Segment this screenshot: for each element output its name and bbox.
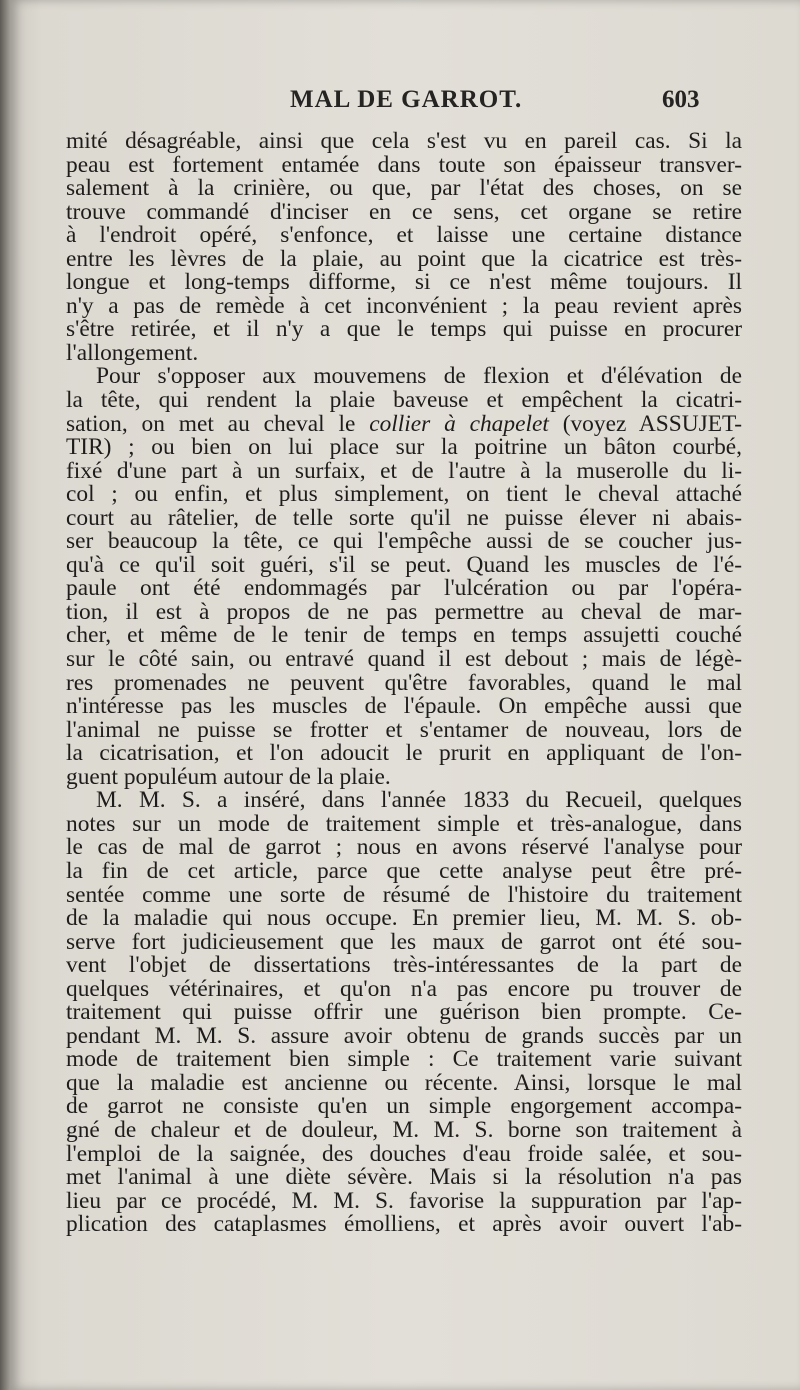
page-header [10, 86, 800, 126]
text-line: l'animal ne puisse se frotter et s'entamer de nouveau, lors de [66, 716, 742, 743]
text-line: de la maladie qui nous occupe. En premier lieu, M. M. S. ob- [66, 905, 742, 932]
body-text [66, 130, 742, 1237]
text-line: sur le côté sain, ou entravé quand il est debout ; mais de légè- [66, 646, 742, 673]
text-line: fixé d'une part à un surfaix, et de l'autre à la muserolle du li- [66, 457, 742, 484]
text-line: mode de traitement bien simple : Ce traitement varie suivant [66, 1046, 742, 1073]
cross-reference: (voyez ASSUJET- [562, 410, 742, 437]
text-line: n'intéresse pas les muscles de l'épaule. On empêche aussi que [66, 693, 742, 720]
text-line-with-italic [66, 410, 742, 437]
text-line: l'allongement. [66, 339, 199, 366]
text-line: s'être retirée, et il n'y a que le temps qui puisse en procurer [66, 316, 742, 343]
text-line: guent populéum autour de la plaie. [66, 763, 391, 790]
text-line: la cicatrisation, et l'on adoucit le prurit en appliquant de l'on- [66, 740, 742, 767]
text-line: paule ont été endommagés par l'ulcération ou par l'opéra- [66, 575, 742, 602]
text-line: gné de chaleur et de douleur, M. M. S. borne son traitement à [66, 1116, 742, 1143]
text-line: traitement qui puisse offrir une guérison bien prompte. Ce- [66, 999, 742, 1026]
text-line: plication des cataplasmes émolliens, et après avoir ouvert l'ab- [66, 1211, 742, 1238]
text-line: serve fort judicieusement que les maux de garrot ont été sou- [66, 928, 742, 955]
text-line: n'y a pas de remède à cet inconvénient ; la peau revient après [66, 292, 742, 319]
text-line: la fin de cet article, parce que cette analyse peut être pré- [66, 857, 742, 884]
text-line: qu'à ce qu'il soit guéri, s'il se peut. Quand les muscles de l'é- [66, 551, 742, 578]
text-line: notes sur un mode de traitement simple et très-analogue, dans [66, 810, 742, 837]
text-line: Pour s'opposer aux mouvemens de flexion et d'élévation de [96, 363, 742, 390]
text-line: lieu par ce procédé, M. M. S. favorise la suppuration par l'ap- [66, 1187, 742, 1214]
text-line: tion, il est à propos de ne pas permettre au cheval de mar- [66, 598, 742, 625]
text-line: de garrot ne consiste qu'en un simple engorgement accompa- [66, 1093, 742, 1120]
text-line: sentée comme une sorte de résumé de l'histoire du traitement [66, 881, 742, 908]
text-line: col ; ou enfin, et plus simplement, on tient le cheval attaché [66, 481, 742, 508]
text-line: à l'endroit opéré, s'enfonce, et laisse une certaine distance [66, 222, 742, 249]
text-line: longue et long-temps difforme, si ce n'est même toujours. Il [66, 269, 742, 296]
text-line: la tête, qui rendent la plaie baveuse et empêchent la cicatri- [66, 387, 742, 414]
text-line: que la maladie est ancienne ou récente. Ainsi, lorsque le mal [66, 1069, 742, 1096]
text-line: le cas de mal de garrot ; nous en avons réservé l'analyse pour [66, 834, 742, 861]
text-line: cher, et même de le tenir de temps en temps assujetti couché [66, 622, 742, 649]
text-line: entre les lèvres de la plaie, au point que la cicatrice est très- [66, 245, 742, 272]
page-number: 603 [662, 86, 700, 113]
text-line: pendant M. M. S. assure avoir obtenu de grands succès par un [66, 1022, 742, 1049]
running-title: MAL DE GARROT. [290, 86, 523, 113]
text-line: M. M. S. a inséré, dans l'année 1833 du Recueil, quelques [96, 787, 742, 814]
italic-term: collier à chapelet [369, 410, 549, 437]
text-line: l'emploi de la saignée, des douches d'eau froide salée, et sou- [66, 1140, 742, 1167]
text-line: quelques vétérinaires, et qu'on n'a pas encore pu trouver de [66, 975, 742, 1002]
text-segment: sation, on met au cheval le [66, 410, 356, 437]
text-line: trouve commandé d'inciser en ce sens, cet organe se retire [66, 198, 742, 225]
book-spine-shadow [0, 0, 10, 1390]
text-line: peau est fortement entamée dans toute son épaisseur transver- [66, 151, 742, 178]
text-line: res promenades ne peuvent qu'être favorables, quand le mal [66, 669, 742, 696]
text-line: vent l'objet de dissertations très-intéressantes de la part de [66, 952, 742, 979]
text-line: mité désagréable, ainsi que cela s'est vu en pareil cas. Si la [66, 128, 742, 154]
text-line: ser beaucoup la tête, ce qui l'empêche aussi de se coucher jus- [66, 528, 742, 555]
text-line: court au râtelier, de telle sorte qu'il ne puisse élever ni abais- [66, 504, 742, 531]
book-page [10, 0, 800, 1390]
text-line: met l'animal à une diète sévère. Mais si la résolution n'a pas [66, 1164, 742, 1191]
text-line: TIR) ; ou bien on lui place sur la poitrine un bâton courbé, [66, 434, 742, 461]
text-line: salement à la crinière, ou que, par l'état des choses, on se [66, 175, 742, 202]
